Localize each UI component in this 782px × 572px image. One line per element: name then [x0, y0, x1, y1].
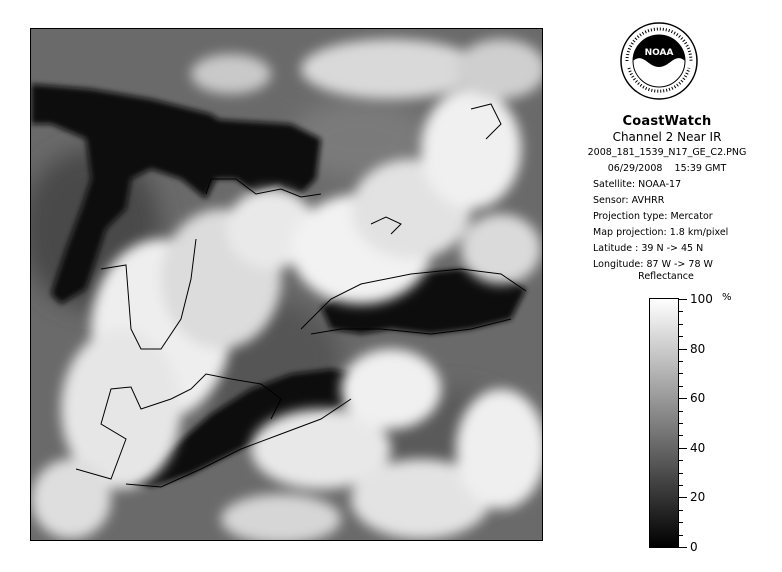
colorbar-tick — [679, 411, 683, 412]
projection-type-line: Projection type: Mercator — [593, 211, 713, 222]
date-time — [556, 163, 778, 174]
colorbar-tick — [679, 497, 687, 498]
info-panel — [556, 114, 778, 270]
colorbar-tick — [679, 311, 683, 312]
colorbar-tick — [679, 336, 683, 337]
reflectance-colorbar — [649, 298, 679, 548]
map-projection-line: Map projection: 1.8 km/pixel — [593, 227, 729, 238]
noaa-logo — [620, 22, 698, 100]
longitude-line: Longitude: 87 W -> 78 W — [593, 259, 713, 270]
colorbar-tick — [679, 386, 683, 387]
colorbar-tick-label: 60 — [690, 391, 706, 406]
colorbar-tick — [679, 361, 683, 362]
colorbar-tick — [679, 485, 683, 486]
colorbar-tick — [679, 448, 687, 449]
file-name: 2008_181_1539_N17_GE_C2.PNG — [587, 147, 747, 158]
satellite-image — [30, 28, 543, 541]
colorbar-tick-label: 20 — [690, 490, 706, 505]
scale-title: Reflectance — [638, 271, 694, 282]
sensor-line: Sensor: AVHRR — [593, 195, 665, 206]
colorbar-tick — [679, 547, 687, 548]
colorbar-tick — [679, 398, 687, 399]
colorbar-tick — [679, 324, 683, 325]
scale-unit: % — [722, 292, 732, 303]
colorbar-tick-label: 80 — [690, 341, 706, 356]
colorbar-tick — [679, 522, 683, 523]
colorbar-tick-label: 40 — [690, 440, 706, 455]
colorbar-tick — [679, 435, 683, 436]
colorbar-tick — [679, 349, 687, 350]
time: 15:39 GMT — [674, 163, 727, 174]
colorbar-tick — [679, 423, 683, 424]
colorbar-tick — [679, 535, 683, 536]
colorbar-tick-label: 0 — [690, 540, 698, 554]
svg-text:NOAA: NOAA — [644, 48, 674, 58]
brand-title: CoastWatch — [622, 114, 712, 129]
satellite-image-canvas — [31, 29, 543, 541]
colorbar-tick — [679, 473, 683, 474]
colorbar-tick — [679, 510, 683, 511]
date: 06/29/2008 — [607, 163, 663, 174]
satellite-line: Satellite: NOAA-17 — [593, 179, 682, 190]
colorbar-tick — [679, 299, 687, 300]
latitude-line: Latitude : 39 N -> 45 N — [593, 243, 704, 254]
colorbar-tick — [679, 373, 683, 374]
colorbar-tick-label: 100 — [690, 292, 713, 306]
channel-label: Channel 2 Near IR — [612, 130, 722, 144]
colorbar-tick — [679, 460, 683, 461]
